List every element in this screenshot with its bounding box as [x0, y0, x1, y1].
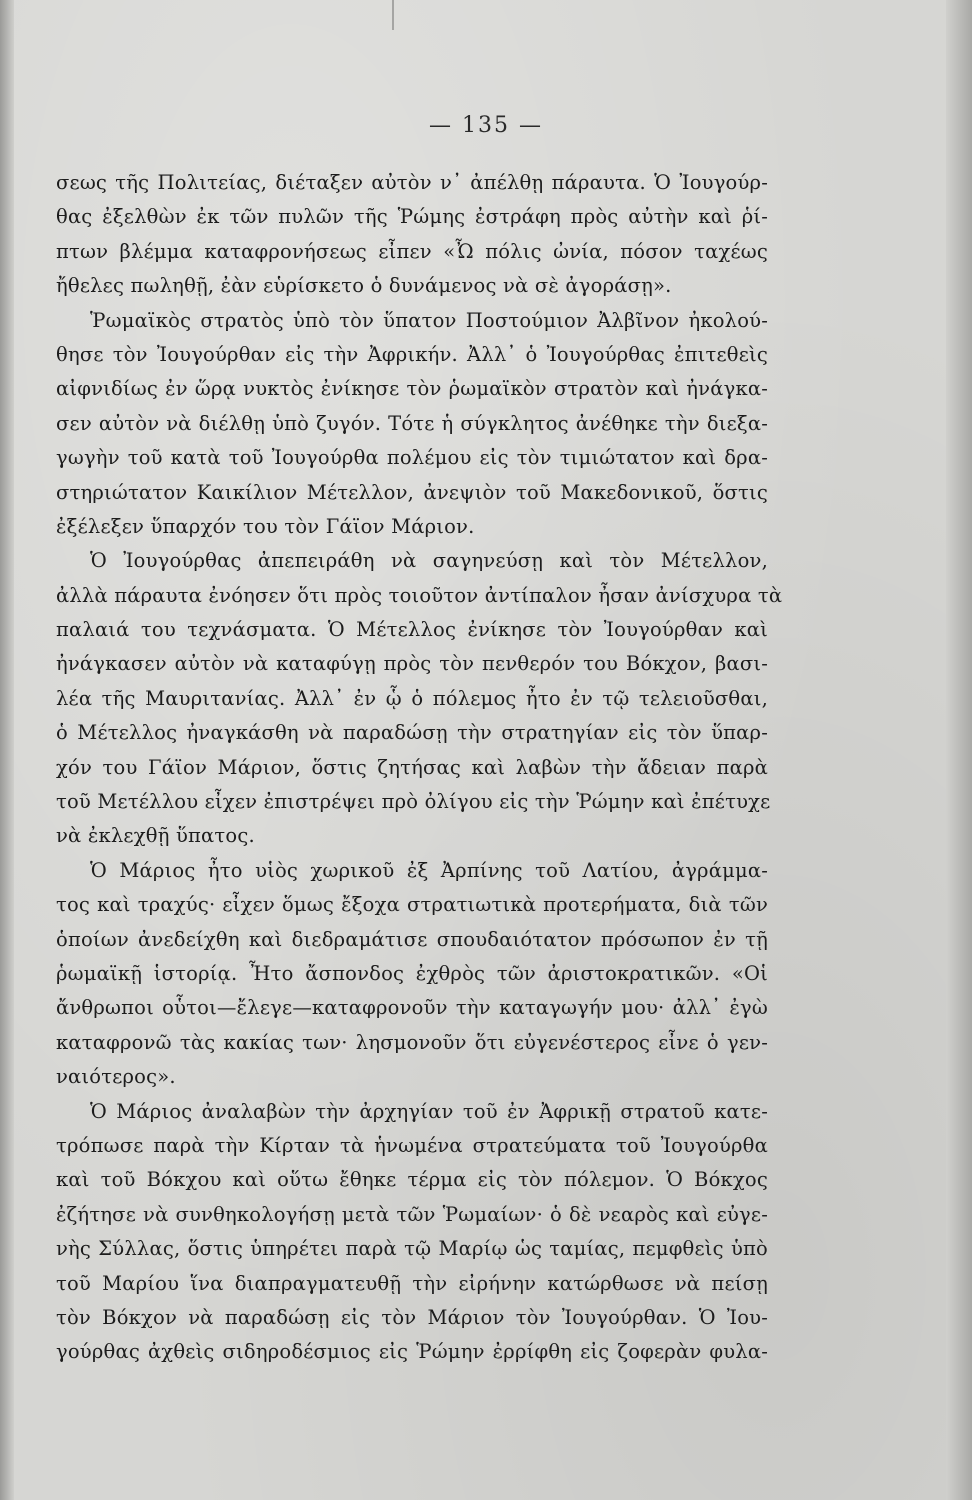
page-right-edge: [946, 0, 972, 1500]
page-number: — 135 —: [429, 113, 543, 138]
text-line: Ὁ Μάριος ἀναλαβὼν τὴν ἀρχηγίαν τοῦ ἐν Ἀφρικῇ στρατοῦ κατε-: [90, 1099, 768, 1123]
text-line: ἐζήτησε νὰ συνθηκολογήσῃ μετὰ τῶν Ῥωμαίων· ὁ δὲ νεαρὸς καὶ εὐγε-: [56, 1202, 768, 1226]
text-line: ῥωμαϊκῇ ἱστορίᾳ. Ἦτο ἄσπονδος ἐχθρὸς τῶν ἀριστοκρατικῶν. «Οἱ: [56, 961, 768, 985]
text-line: πτων βλέμμα καταφρονήσεως εἶπεν «Ὦ πόλις ὠνία, πόσον ταχέως: [56, 239, 768, 263]
text-line: τὸν Βόκχον νὰ παραδώσῃ εἰς τὸν Μάριον τὸν Ἰουγούρθαν. Ὁ Ἰου-: [56, 1305, 768, 1329]
text-line: αἰφνιδίως ἐν ὥρᾳ νυκτὸς ἐνίκησε τὸν ῥωμαϊκὸν στρατὸν καὶ ἠνάγκα-: [56, 377, 768, 401]
text-line: ὁποίων ἀνεδείχθη καὶ διεδραμάτισε σπουδαιότατον πρόσωπον ἐν τῇ: [56, 927, 768, 951]
text-line: τοῦ Μαρίου ἵνα διαπραγματευθῇ τὴν εἰρήνην κατώρθωσε νὰ πείσῃ: [56, 1271, 768, 1295]
text-line: τοῦ Μετέλλου εἶχεν ἐπιστρέψει πρὸ ὀλίγου εἰς τὴν Ῥώμην καὶ ἐπέτυχε: [56, 790, 771, 814]
text-line: γωγὴν τοῦ κατὰ τοῦ Ἰουγούρθα πολέμου εἰς τὸν τιμιώτατον καὶ δρα-: [56, 446, 768, 470]
text-line: ἐξέλεξεν ὕπαρχόν του τὸν Γάϊον Μάριον.: [56, 514, 475, 538]
text-line: θας ἐξελθὼν ἐκ τῶν πυλῶν τῆς Ῥώμης ἐστράφη πρὸς αὐτὴν καὶ ῥί-: [56, 205, 768, 229]
text-line: ἠνάγκασεν αὐτὸν νὰ καταφύγῃ πρὸς τὸν πενθερόν του Βόκχον, βασι-: [56, 652, 768, 676]
text-line: νὴς Σύλλας, ὅστις ὑπηρέτει παρὰ τῷ Μαρίῳ ὡς ταμίας, πεμφθεὶς ὑπὸ: [56, 1237, 768, 1261]
text-line: νὰ ἐκλεχθῇ ὕπατος.: [56, 824, 255, 848]
text-line: τρόπωσε παρὰ τὴν Κίρταν τὰ ἡνωμένα στρατεύματα τοῦ Ἰουγούρθα: [56, 1133, 768, 1157]
text-line: Ὁ Ἰουγούρθας ἀπεπειράθη νὰ σαγηνεύσῃ καὶ τὸν Μέτελλον,: [90, 549, 768, 573]
text-line: θησε τὸν Ἰουγούρθαν εἰς τὴν Ἀφρικήν. Ἀλλ᾽ ὁ Ἰουγούρθας ἐπιτεθεὶς: [56, 342, 768, 366]
text-line: τος καὶ τραχύς· εἶχεν ὅμως ἔξοχα στρατιωτικὰ προτερήματα, διὰ τῶν: [56, 893, 768, 917]
body-text: [56, 166, 783, 1370]
text-line: ἄνθρωποι οὗτοι—ἔλεγε—καταφρονοῦν τὴν καταγωγήν μου· ἀλλ᾽ ἐγὼ: [56, 996, 768, 1020]
text-line: σεως τῆς Πολιτείας, διέταξεν αὐτὸν ν᾽ ἀπέλθῃ πάραυτα. Ὁ Ἰουγούρ-: [56, 171, 768, 194]
text-line: ναιότερος».: [56, 1065, 176, 1089]
text-line: γούρθας ἀχθεὶς σιδηροδέσμιος εἰς Ῥώμην ἐρρίφθη εἰς ζοφερὰν φυλα-: [56, 1340, 768, 1364]
text-line: σεν αὐτὸν νὰ διέλθῃ ὑπὸ ζυγόν. Τότε ἡ σύγκλητος ἀνέθηκε τὴν διεξα-: [56, 411, 768, 435]
text-line: λέα τῆς Μαυριτανίας. Ἀλλ᾽ ἐν ᾧ ὁ πόλεμος ἦτο ἐν τῷ τελειοῦσθαι,: [56, 686, 768, 710]
text-line: καταφρονῶ τὰς κακίας των· λησμονοῦν ὅτι εὐγενέστερος εἶνε ὁ γεν-: [56, 1030, 768, 1054]
text-line: Ῥωμαϊκὸς στρατὸς ὑπὸ τὸν ὕπατον Ποστούμιον Ἀλβῖνον ἠκολού-: [90, 308, 768, 332]
page-left-edge: [0, 0, 14, 1500]
text-line: Ὁ Μάριος ἦτο υἱὸς χωρικοῦ ἐξ Ἀρπίνης τοῦ Λατίου, ἀγράμμα-: [90, 858, 768, 882]
text-line: στηριώτατον Καικίλιον Μέτελλον, ἀνεψιὸν τοῦ Μακεδονικοῦ, ὅστις: [56, 480, 768, 504]
paper-crease-mark: [392, 0, 394, 30]
text-line: καὶ τοῦ Βόκχου καὶ οὕτω ἔθηκε τέρμα εἰς τὸν πόλεμον. Ὁ Βόκχος: [56, 1168, 768, 1192]
text-line: ἤθελες πωληθῇ, ἐὰν εὑρίσκετο ὁ δυνάμενος νὰ σὲ ἀγοράσῃ».: [56, 274, 672, 298]
text-line: ἀλλὰ πάραυτα ἐνόησεν ὅτι πρὸς τοιοῦτον ἀντίπαλον ἦσαν ἀνίσχυρα τὰ: [56, 583, 783, 607]
text-line: χόν του Γάϊον Μάριον, ὅστις ζητήσας καὶ λαβὼν τὴν ἄδειαν παρὰ: [56, 755, 768, 779]
text-line: ὁ Μέτελλος ἠναγκάσθη νὰ παραδώσῃ τὴν στρατηγίαν εἰς τὸν ὕπαρ-: [56, 721, 768, 745]
text-line: παλαιά του τεχνάσματα. Ὁ Μέτελλος ἐνίκησε τὸν Ἰουγούρθαν καὶ: [56, 618, 768, 642]
